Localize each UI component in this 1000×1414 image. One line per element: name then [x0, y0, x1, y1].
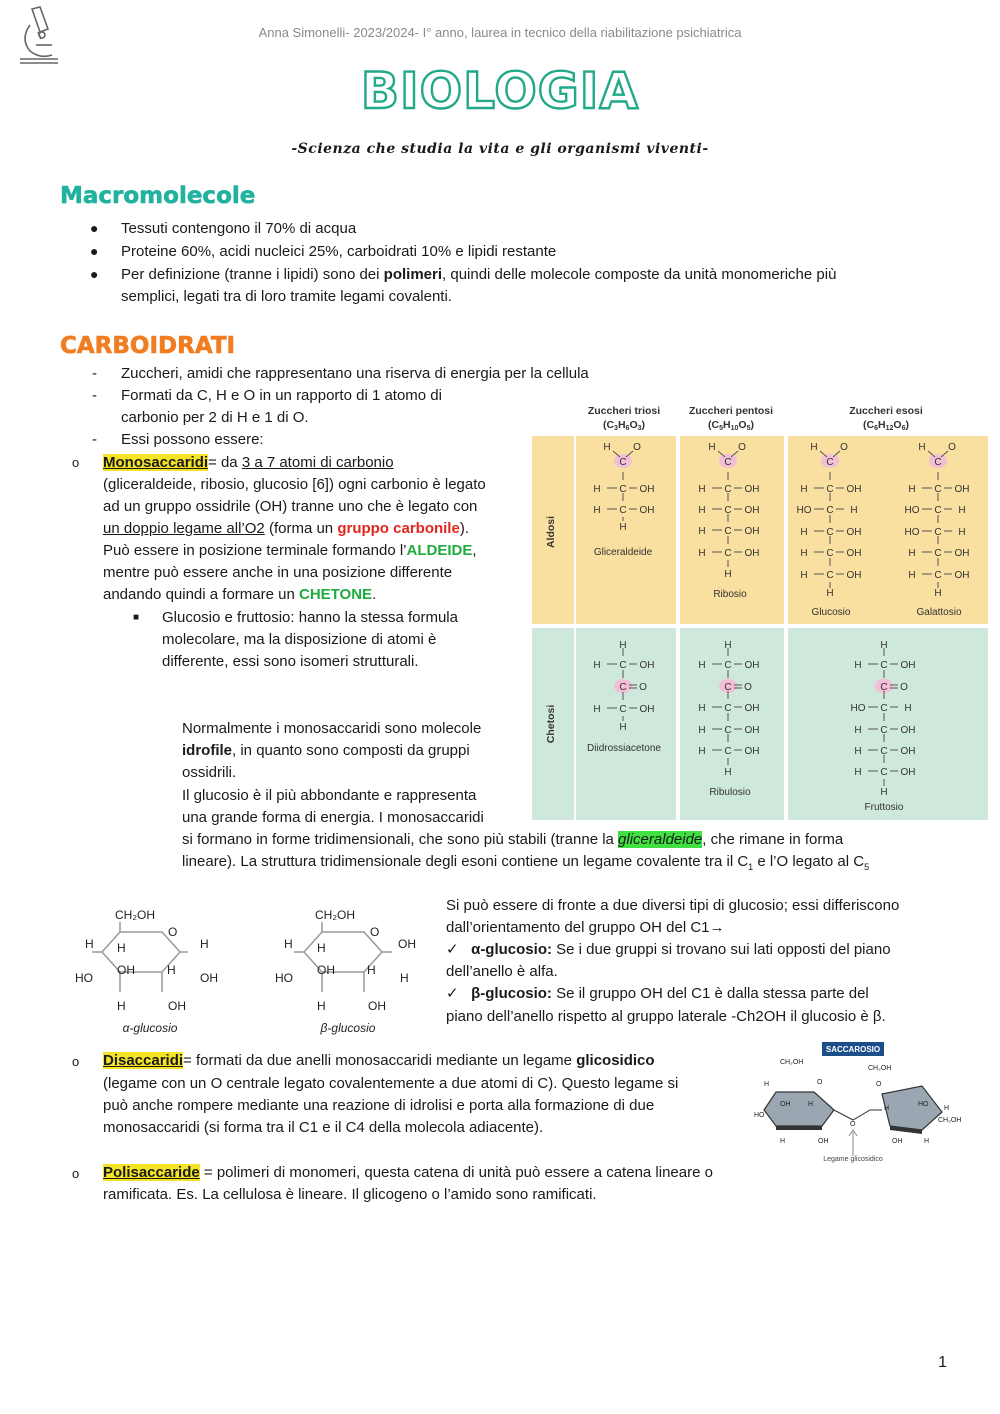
svg-text:CH₂OH: CH₂OH: [868, 1065, 892, 1072]
mono-line-6: mentre può essere anche in una posizione differente: [103, 564, 453, 581]
svg-text:C: C: [826, 570, 834, 581]
mono-line-2: (gliceraldeide, ribosio, glucosio [6]) ogni carbonio è legato: [103, 476, 486, 493]
page-title: BIOLOGIA: [360, 62, 640, 120]
svg-text:H: H: [908, 548, 916, 559]
svg-text:H: H: [317, 941, 326, 955]
svg-text:OH: OH: [892, 1138, 903, 1145]
svg-text:H: H: [400, 971, 409, 985]
svg-text:OH: OH: [900, 767, 916, 778]
label-galattosio: Galattosio: [916, 607, 962, 618]
svg-text:OH: OH: [639, 660, 655, 671]
di-line-2: (legame con un O centrale legato covalentemente a due atomi di C). Questo legame si: [103, 1075, 679, 1092]
svg-text:OH: OH: [900, 660, 916, 671]
label-glucosio: Glucosio: [811, 607, 851, 618]
circle-bullet: o: [72, 1166, 80, 1181]
check-icon: ✓: [446, 941, 459, 958]
svg-text:OH: OH: [744, 505, 760, 516]
svg-text:H: H: [698, 660, 706, 671]
header-esosi: Zuccheri esosi: [849, 405, 923, 417]
svg-text:H: H: [854, 767, 862, 778]
para-line: idrofile, in quanto sono composti da gruppi: [182, 742, 470, 759]
svg-text:OH: OH: [954, 548, 970, 559]
svg-text:CH₂OH: CH₂OH: [115, 908, 155, 922]
dash-marker: -: [92, 387, 97, 404]
list-item: Proteine 60%, acidi nucleici 25%, carboidrati 10% e lipidi restante: [121, 243, 557, 260]
svg-text:O: O: [876, 1081, 882, 1088]
svg-text:H: H: [724, 767, 732, 778]
svg-text:OH: OH: [954, 570, 970, 581]
svg-text:O: O: [633, 442, 641, 453]
list-item: Per definizione (tranne i lipidi) sono dei polimeri, quindi delle molecole composte da unità monomeriche più: [121, 266, 837, 283]
svg-text:H: H: [593, 660, 601, 671]
svg-text:OH: OH: [368, 999, 386, 1013]
svg-text:H: H: [958, 505, 966, 516]
svg-text:C: C: [934, 505, 942, 516]
svg-text:C: C: [934, 484, 942, 495]
svg-text:H: H: [908, 570, 916, 581]
svg-text:H: H: [200, 937, 209, 951]
svg-text:H: H: [698, 484, 706, 495]
saccarosio-label: SACCAROSIO: [825, 1045, 881, 1054]
alpha-line: ✓ α-glucosio: Se i due gruppi si trovano sui lati opposti del piano: [446, 941, 891, 958]
sub-item-continued: differente, essi sono isomeri strutturali.: [162, 653, 419, 670]
svg-text:C: C: [880, 660, 888, 671]
svg-text:H: H: [810, 442, 818, 453]
sub-item: Glucosio e fruttosio: hanno la stessa formula: [162, 609, 458, 626]
svg-text:H: H: [698, 746, 706, 757]
svg-text:C: C: [619, 484, 627, 495]
svg-text:H: H: [764, 1081, 770, 1088]
beta-line: ✓ β-glucosio: Se il gruppo OH del C1 è dalla stessa parte del: [446, 985, 869, 1002]
svg-text:OH: OH: [744, 703, 760, 714]
svg-text:H: H: [800, 484, 808, 495]
svg-text:C: C: [724, 457, 732, 468]
svg-text:H: H: [698, 526, 706, 537]
bullet-dot: ●: [90, 243, 99, 259]
svg-text:C: C: [880, 767, 888, 778]
svg-text:OH: OH: [744, 548, 760, 559]
dash-marker: -: [92, 365, 97, 382]
svg-text:C: C: [724, 548, 732, 559]
label-ribosio: Ribosio: [713, 589, 747, 600]
page-subtitle: -Scienza che studia la vita e gli organismi viventi-: [291, 141, 709, 157]
list-item: Formati da C, H e O in un rapporto di 1 atomo di: [121, 387, 442, 404]
svg-text:C: C: [724, 746, 732, 757]
svg-text:H: H: [854, 660, 862, 671]
svg-text:OH: OH: [954, 484, 970, 495]
svg-text:H: H: [698, 703, 706, 714]
svg-text:OH: OH: [846, 527, 862, 538]
svg-text:H: H: [593, 484, 601, 495]
di-line-4: monosaccaridi (si forma tra il C1 e il C4 della molecola adiacente).: [103, 1119, 544, 1136]
para-line: una grande forma di energia. I monosaccaridi: [182, 809, 484, 826]
svg-text:H: H: [884, 1105, 890, 1112]
svg-text:OH: OH: [846, 548, 862, 559]
svg-text:H: H: [167, 963, 176, 977]
svg-text:O: O: [817, 1079, 823, 1086]
svg-text:H: H: [800, 570, 808, 581]
svg-text:C: C: [880, 746, 888, 757]
label-beta-glucosio: β-glucosio: [320, 1021, 376, 1035]
svg-text:C: C: [880, 725, 888, 736]
section-heading-macromolecole: Macromolecole: [60, 183, 256, 209]
svg-text:H: H: [117, 999, 126, 1013]
svg-text:HO: HO: [918, 1101, 929, 1108]
svg-text:OH: OH: [744, 660, 760, 671]
svg-text:C: C: [619, 682, 627, 693]
svg-text:CH₂OH: CH₂OH: [315, 908, 355, 922]
svg-text:HO: HO: [850, 703, 866, 714]
svg-text:H: H: [904, 703, 912, 714]
circle-bullet: o: [72, 455, 80, 470]
svg-text:OH: OH: [818, 1138, 829, 1145]
svg-text:O: O: [948, 442, 956, 453]
svg-text:OH: OH: [168, 999, 186, 1013]
svg-text:H: H: [908, 484, 916, 495]
svg-text:H: H: [317, 999, 326, 1013]
svg-text:CH₂OH: CH₂OH: [780, 1059, 804, 1066]
svg-text:C: C: [826, 548, 834, 559]
svg-text:H: H: [958, 527, 966, 538]
saccarosio-figure: [752, 1040, 967, 1165]
svg-text:C: C: [934, 527, 942, 538]
gluc-line-2: dall’orientamento del gruppo OH del C1→: [446, 919, 725, 936]
svg-text:H: H: [826, 588, 834, 599]
svg-text:C: C: [934, 570, 942, 581]
svg-text:O: O: [744, 682, 752, 693]
svg-text:H: H: [284, 937, 293, 951]
svg-text:H: H: [117, 941, 126, 955]
svg-text:OH: OH: [639, 484, 655, 495]
mono-line-1: Monosaccaridi= da 3 a 7 atomi di carbonio: [103, 454, 394, 471]
svg-text:H: H: [619, 640, 627, 651]
poli-line-1: Polisaccaride = polimeri di monomeri, questa catena di unità può essere a catena lineare o: [103, 1164, 713, 1181]
row-label-chetosi: Chetosi: [545, 704, 557, 744]
svg-text:OH: OH: [744, 484, 760, 495]
svg-text:C: C: [724, 725, 732, 736]
svg-text:H: H: [780, 1138, 786, 1145]
label-fruttosio: Fruttosio: [864, 802, 904, 813]
svg-text:OH: OH: [900, 725, 916, 736]
header-pentosi: Zuccheri pentosi: [688, 405, 774, 417]
list-item: Tessuti contengono il 70% di acqua: [121, 220, 357, 237]
svg-text:OH: OH: [900, 746, 916, 757]
svg-text:OH: OH: [317, 963, 335, 977]
svg-text:OH: OH: [200, 971, 218, 985]
bullet-dot: ●: [90, 266, 99, 282]
svg-text:C: C: [724, 703, 732, 714]
arrow-right-icon: →: [709, 919, 725, 936]
poli-line-2: ramificata. Es. La cellulosa è lineare. Il glicogeno o l’amido sono ramificati.: [103, 1186, 597, 1203]
beta-line-2: piano dell’anello rispetto al gruppo laterale -Ch2OH il glucosio è β.: [446, 1008, 886, 1025]
section-heading-carboidrati: CARBOIDRATI: [60, 333, 236, 359]
para-line: si formano in forme tridimensionali, che sono più stabili (tranne la gliceraldeide, che rimane in forma: [182, 831, 844, 848]
svg-text:O: O: [738, 442, 746, 453]
mono-line-3: ad un gruppo ossidrile (OH) tranne uno che è legato con: [103, 498, 478, 515]
di-line-1: Disaccaridi= formati da due anelli monosaccaridi mediante un legame glicosidico: [103, 1052, 655, 1069]
glucose-anomers-figure: [70, 900, 430, 1040]
svg-text:H: H: [934, 588, 942, 599]
svg-text:H: H: [880, 787, 888, 798]
svg-text:OH: OH: [846, 484, 862, 495]
label-diidrossiacetone: Diidrossiacetone: [587, 743, 661, 754]
svg-text:H: H: [854, 746, 862, 757]
bullet-dot: ●: [90, 220, 99, 236]
svg-text:C: C: [826, 505, 834, 516]
svg-text:HO: HO: [754, 1112, 765, 1119]
svg-text:H: H: [367, 963, 376, 977]
svg-text:C: C: [880, 682, 888, 693]
svg-text:C: C: [934, 548, 942, 559]
label-ribulosio: Ribulosio: [709, 787, 751, 798]
svg-text:O: O: [850, 1121, 856, 1128]
svg-text:H: H: [800, 527, 808, 538]
svg-text:H: H: [603, 442, 611, 453]
svg-text:H: H: [619, 522, 627, 533]
svg-text:HO: HO: [904, 505, 920, 516]
mono-line-5: Può essere in posizione terminale formando l’ALDEIDE,: [103, 542, 477, 559]
svg-text:OH: OH: [744, 526, 760, 537]
sugar-structures-figure: [528, 400, 988, 822]
svg-text:H: H: [593, 505, 601, 516]
svg-text:H: H: [800, 548, 808, 559]
svg-text:C: C: [826, 457, 834, 468]
svg-text:OH: OH: [780, 1101, 791, 1108]
svg-text:C: C: [619, 505, 627, 516]
para-line: ossidrili.: [182, 764, 237, 781]
svg-text:C: C: [724, 505, 732, 516]
svg-text:C: C: [826, 484, 834, 495]
svg-text:H: H: [854, 725, 862, 736]
svg-text:OH: OH: [117, 963, 135, 977]
svg-text:OH: OH: [398, 937, 416, 951]
svg-text:H: H: [85, 937, 94, 951]
svg-text:O: O: [840, 442, 848, 453]
svg-text:C: C: [880, 703, 888, 714]
svg-text:H: H: [724, 569, 732, 580]
para-line: lineare). La struttura tridimensionale degli esoni contiene un legame covalente tra il $C_1$ e l’O legato al $C_5$: [182, 853, 870, 872]
svg-text:H: H: [880, 640, 888, 651]
svg-text:H: H: [708, 442, 716, 453]
svg-text:C: C: [724, 484, 732, 495]
label-alpha-glucosio: α-glucosio: [122, 1021, 178, 1035]
check-icon: ✓: [446, 985, 459, 1002]
svg-text:HO: HO: [796, 505, 812, 516]
svg-text:H: H: [724, 640, 732, 651]
svg-text:C: C: [724, 660, 732, 671]
formula-pentosi: (C5H10O5): [708, 419, 754, 432]
row-label-aldosi: Aldosi: [545, 515, 557, 549]
page-number: 1: [938, 1354, 947, 1371]
di-line-3: può anche rompere mediante una reazione di idrolisi e porta alla formazione di due: [103, 1097, 655, 1114]
bond-label: Legame glicosidico: [823, 1156, 883, 1163]
svg-text:H: H: [698, 548, 706, 559]
para-line: Il glucosio è il più abbondante e rappresenta: [182, 787, 477, 804]
svg-text:H: H: [944, 1105, 950, 1112]
list-item: Essi possono essere:: [121, 431, 264, 448]
list-item-continued: semplici, legati tra di loro tramite legami covalenti.: [121, 288, 452, 305]
svg-text:OH: OH: [639, 505, 655, 516]
gluc-line-1: Si può essere di fronte a due diversi tipi di glucosio; essi differiscono: [446, 897, 900, 914]
dash-marker: -: [92, 431, 97, 448]
svg-text:H: H: [924, 1138, 930, 1145]
svg-text:O: O: [639, 682, 647, 693]
svg-text:H: H: [698, 505, 706, 516]
svg-text:HO: HO: [275, 971, 293, 985]
alpha-line-2: dell’anello è alfa.: [446, 963, 558, 980]
square-bullet: ■: [133, 612, 140, 623]
page-header: Anna Simonelli- 2023/2024- I° anno, laurea in tecnico della riabilitazione psichiatrica: [258, 25, 742, 40]
svg-text:C: C: [724, 526, 732, 537]
svg-text:OH: OH: [744, 746, 760, 757]
svg-text:OH: OH: [846, 570, 862, 581]
svg-text:C: C: [619, 660, 627, 671]
svg-text:C: C: [724, 682, 732, 693]
label-gliceraldeide: Gliceraldeide: [593, 547, 653, 558]
svg-text:H: H: [698, 725, 706, 736]
svg-text:C: C: [619, 457, 627, 468]
mono-line-4: un doppio legame all’O2 (forma un gruppo carbonile).: [103, 520, 469, 537]
sub-item-continued: molecolare, ma la disposizione di atomi è: [162, 631, 437, 648]
svg-text:HO: HO: [75, 971, 93, 985]
header-triosi: Zuccheri triosi: [587, 405, 661, 417]
svg-text:O: O: [168, 925, 178, 939]
svg-text:H: H: [918, 442, 926, 453]
svg-text:C: C: [934, 457, 942, 468]
para-line: Normalmente i monosaccaridi sono molecole: [182, 720, 482, 737]
formula-esosi: (C6H12O6): [863, 419, 909, 432]
formula-triosi: (C3H6O3): [602, 419, 646, 432]
svg-text:H: H: [619, 722, 627, 733]
svg-text:H: H: [850, 505, 858, 516]
svg-text:OH: OH: [639, 704, 655, 715]
svg-text:C: C: [826, 527, 834, 538]
svg-text:H: H: [593, 704, 601, 715]
list-item-continued: carbonio per 2 di H e 1 di O.: [121, 409, 309, 426]
svg-text:H: H: [808, 1101, 814, 1108]
list-item: Zuccheri, amidi che rappresentano una riserva di energia per la cellula: [121, 365, 589, 382]
svg-text:C: C: [619, 704, 627, 715]
mono-line-7: andando quindi a formare un CHETONE.: [103, 586, 377, 603]
svg-text:O: O: [370, 925, 380, 939]
svg-text:O: O: [900, 682, 908, 693]
svg-text:CH₂OH: CH₂OH: [938, 1117, 962, 1124]
circle-bullet: o: [72, 1054, 80, 1069]
svg-text:HO: HO: [904, 527, 920, 538]
svg-text:OH: OH: [744, 725, 760, 736]
